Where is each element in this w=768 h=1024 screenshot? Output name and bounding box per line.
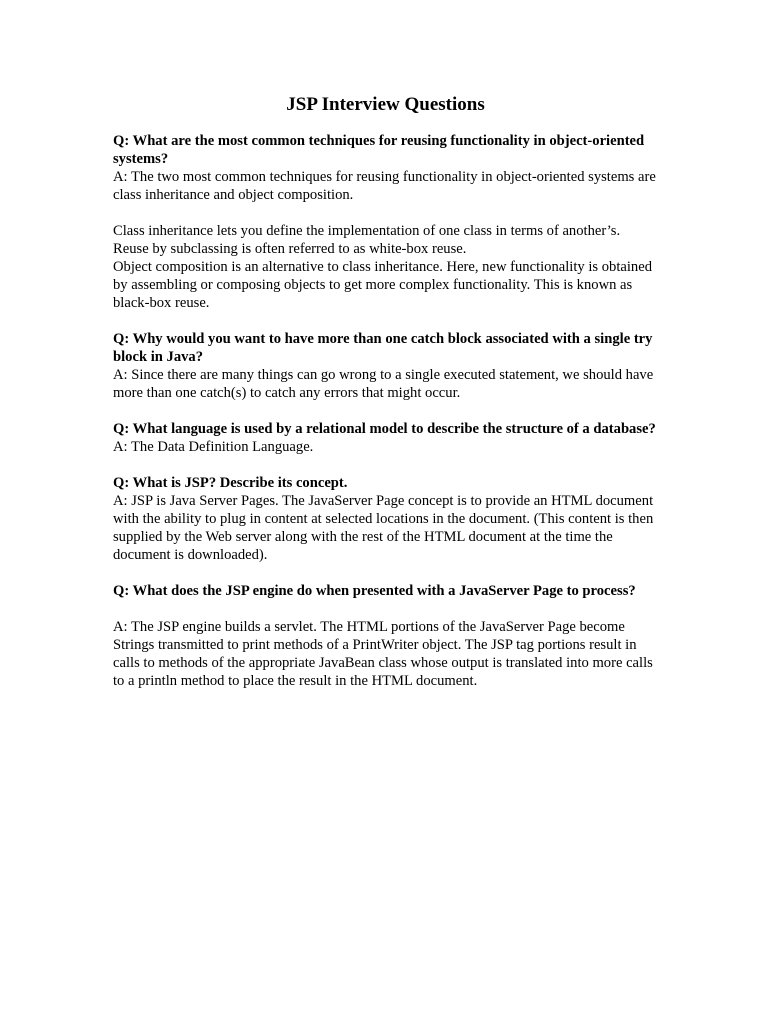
answer-text: Class inheritance lets you define the implementation of one class in terms of another’s. Reuse by subclassing is often referred to as white-box reuse. [113, 223, 621, 257]
answer-text: A: The JSP engine builds a servlet. The HTML portions of the JavaServer Page become Strings transmitted to print methods of a PrintWriter object. The JSP tag portions result in calls to methods of the appropriate JavaBean class whose output is translated into more calls to a println method to place the result in the HTML document. [113, 619, 653, 689]
question-text: Q: What is JSP? Describe its concept. [113, 475, 348, 491]
document-page [113, 92, 658, 690]
paragraph-spacer [113, 564, 658, 582]
paragraph-spacer [113, 456, 658, 474]
paragraph-spacer [113, 312, 658, 330]
paragraph-spacer [113, 204, 658, 222]
question-text: Q: What are the most common techniques for reusing functionality in object-oriented systems? [113, 133, 645, 167]
answer-text: A: JSP is Java Server Pages. The JavaServer Page concept is to provide an HTML document with the ability to plug in content at selected locations in the document. (This content is then supplied by the Web server along with the rest of the HTML document at the time the document is downloaded). [113, 493, 654, 563]
document-title: JSP Interview Questions [286, 94, 485, 115]
paragraph-spacer [113, 600, 658, 618]
paragraph-spacer [113, 402, 658, 420]
answer-text: A: The Data Definition Language. [113, 439, 314, 455]
answer-text: A: The two most common techniques for reusing functionality in object-oriented systems are class inheritance and object composition. [113, 169, 656, 203]
question-text: Q: What language is used by a relational model to describe the structure of a database? [113, 421, 656, 437]
document-body [113, 132, 658, 690]
answer-text: A: Since there are many things can go wrong to a single executed statement, we should have more than one catch(s) to catch any errors that might occur. [113, 367, 654, 401]
question-text: Q: Why would you want to have more than one catch block associated with a single try block in Java? [113, 331, 653, 365]
answer-text: Object composition is an alternative to class inheritance. Here, new functionality is obtained by assembling or composing objects to get more complex functionality. This is known as black-box reuse. [113, 259, 652, 311]
question-text: Q: What does the JSP engine do when presented with a JavaServer Page to process? [113, 583, 636, 599]
